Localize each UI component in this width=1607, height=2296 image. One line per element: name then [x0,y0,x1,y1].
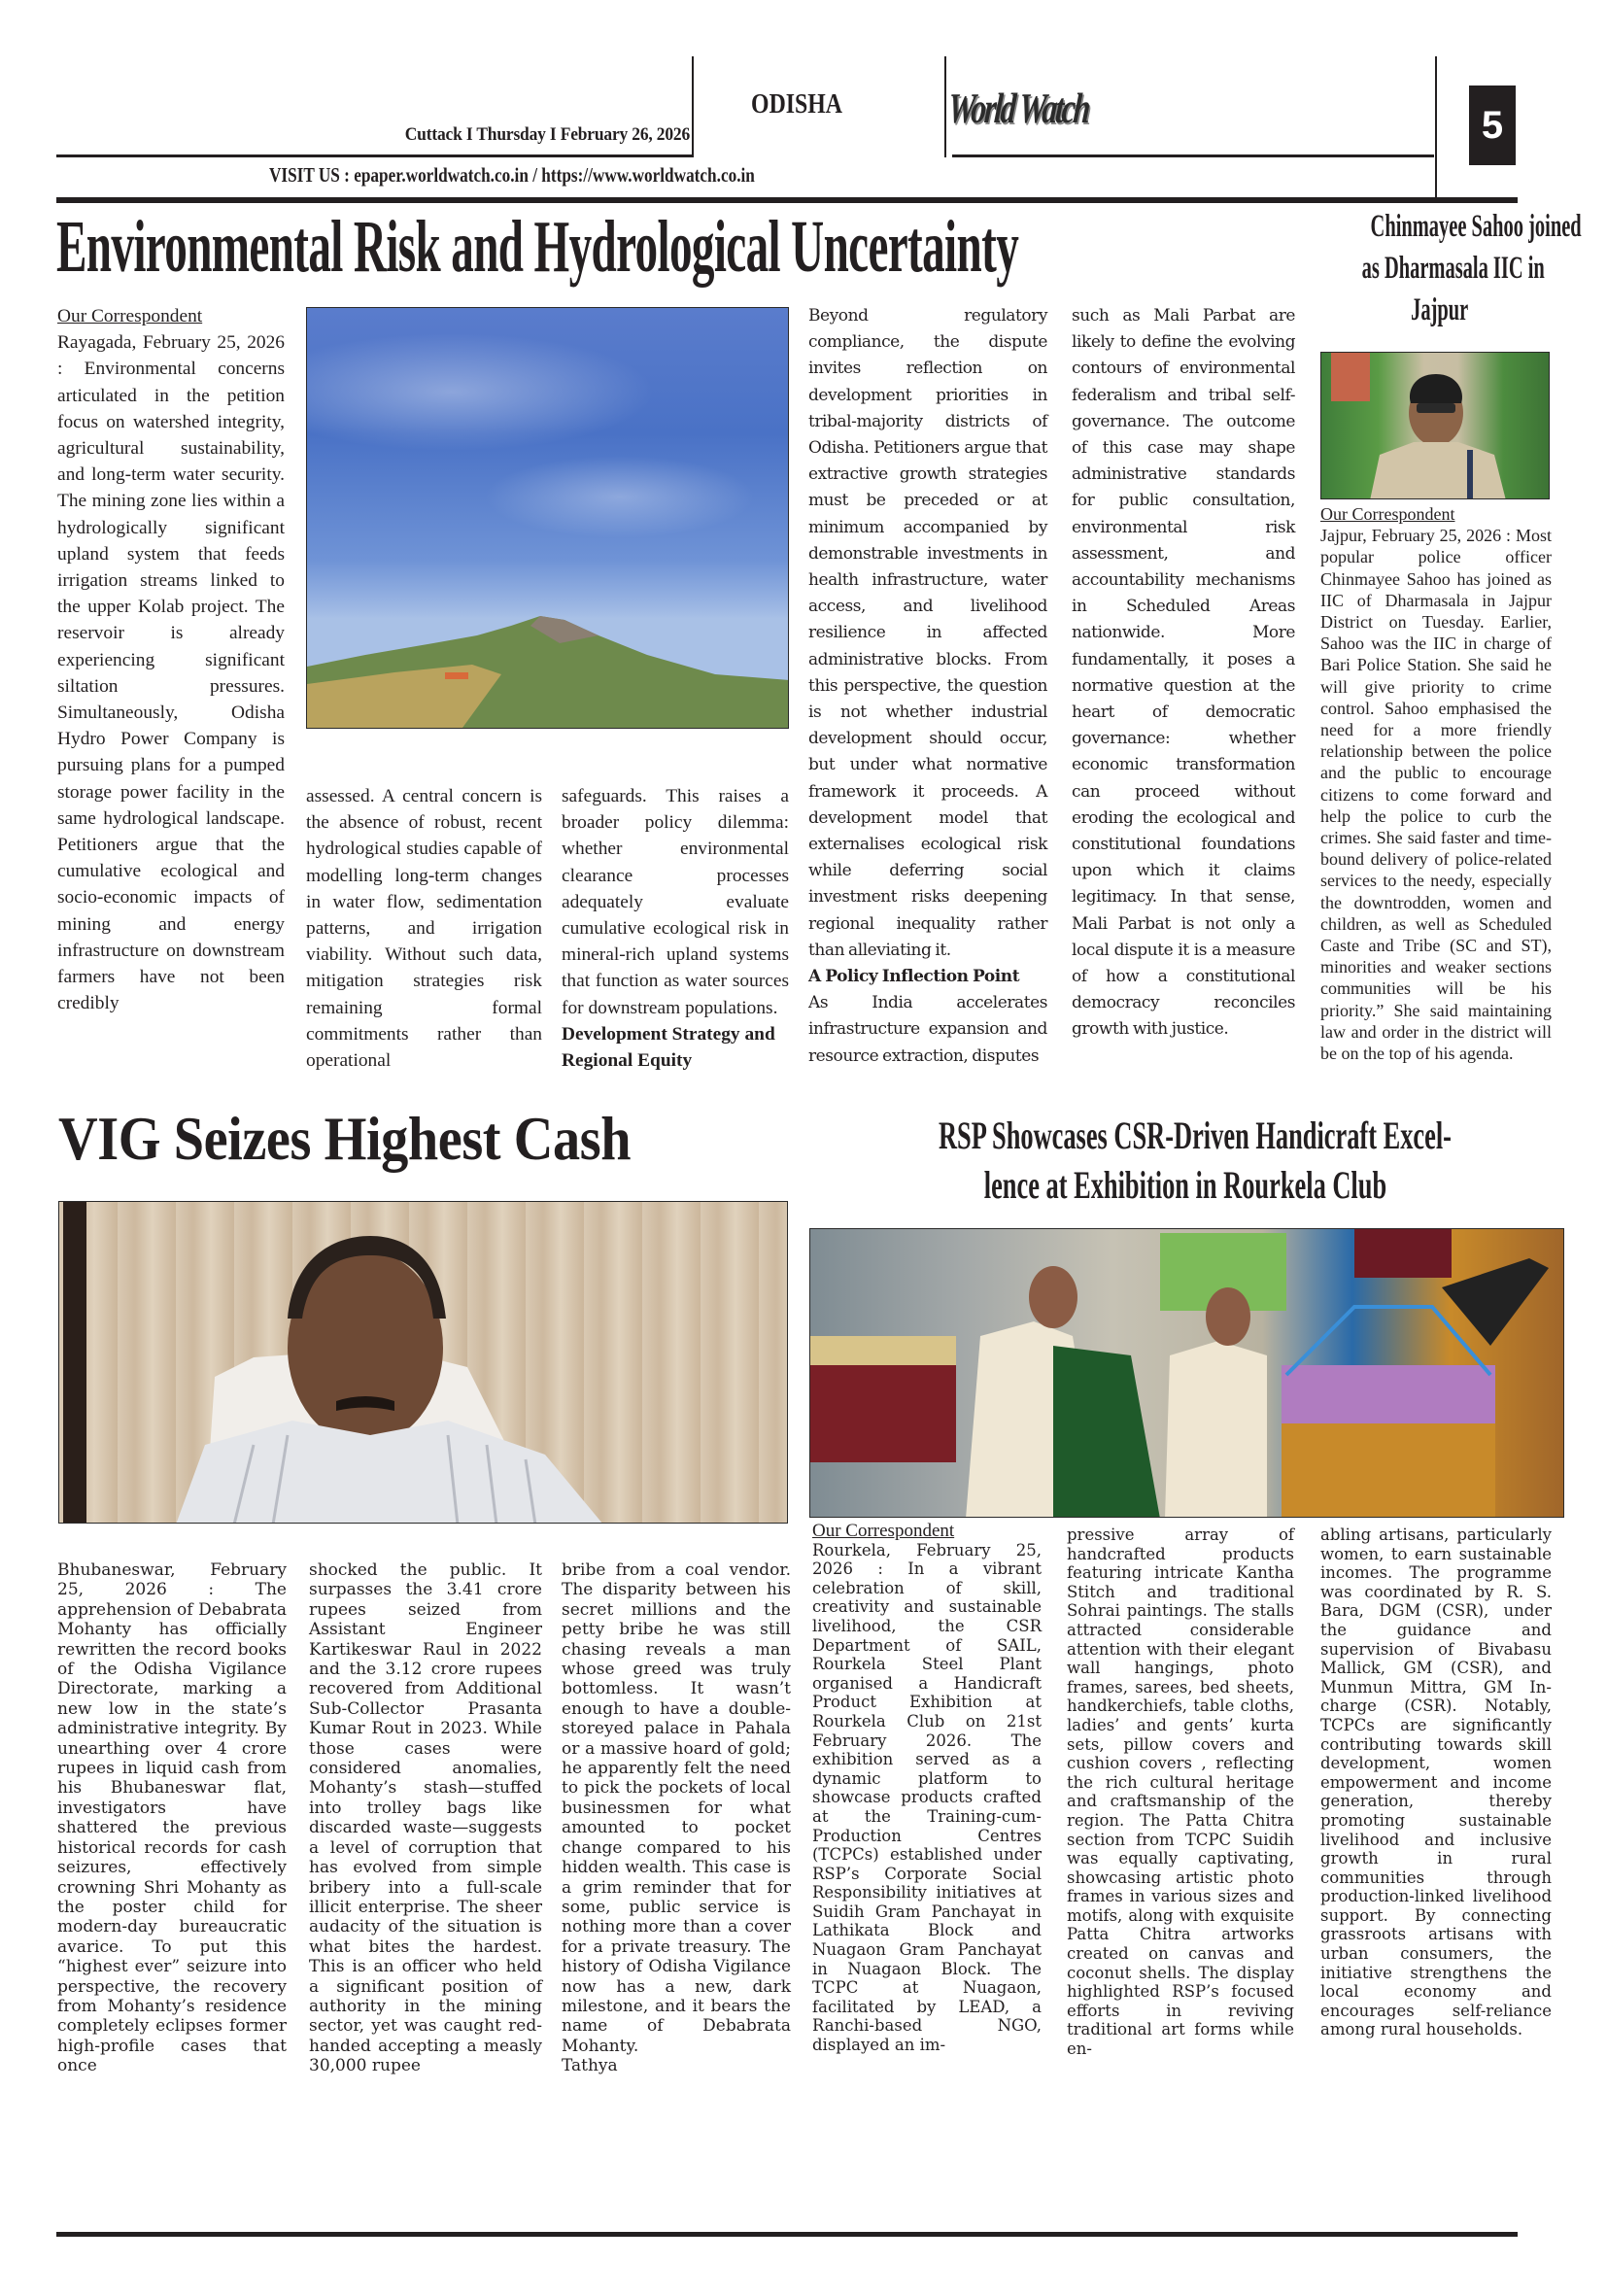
vig-column-2 [309,1560,542,2076]
environment-column-5 [1072,303,1295,1044]
article-text: Rayagada, February 25, 2026 : Environmental concerns articulated in the petition focus on watershed integrity, agricultural sustainability, and long-term water security. The mining zone lies within a hydrologically significant upland system that feeds irrigation streams linked to the upper Kolab project. The reservoir is already experiencing significant siltation pressures. Simultaneously, Odisha Hydro Power Company is pursuing plans for a pumped storage power facility in the same hydrological landscape. Petitioners argue that the cumulative ecological and socio-economic impacts of mining and energy infrastructure on downstream farmers have not been credibly [57,332,285,1014]
byline: Our Correspondent [57,306,203,326]
article-text: pressive array of handcrafted products featuring intricate Kantha Stitch and traditional Sohrai paintings. The stalls attracted considerable attention with their elegant wall hangings, photo frames, sarees, bed sheets, handkerchiefs, table cloths, ladies’ and gents’ kurta sets, pillow covers and cushion covers , reflecting the rich cultural heritage and craftsmanship of the region. The Patta Chitra section from TCPC Suidih was equally captivating, showcasing artistic photo frames in various sizes and motifs, along with exquisite Patta Chitra artworks created on canvas and coconut shells. The display highlighted RSP’s focused efforts in reviving traditional art forms while en- [1067,1525,1294,2059]
article-text: such as Mali Parbat are likely to define the evolving contours of environmental federalism and tribal self-governance. The outcome of this case may shape administrative standards for public consultation, environmental risk assessment, and accountability mechanisms in Scheduled Areas nationwide. More fundamentally, it poses a normative question at the heart of democratic governance: whether economic transformation can proceed without eroding the ecological and constitutional foundations upon which it claims legitimacy. In that sense, Mali Parbat is not only a local dispute it is a measure of how a constitutional democracy reconciles growth with justice. [1072,306,1295,1040]
mountain-silhouette [307,616,789,728]
section-label: ODISHA [751,89,842,120]
headline-line: as Dharmasala IIC in [1361,250,1545,286]
article-text: Bhubaneswar, February 25, 2026 : The apprehension of Debabrata Mohanty has officially rewritten the record books of the Odisha Vigilance Directorate, marking a new low in the state’s administrative integrity. By unearthing over 4 crore rupees in liquid cash from his Bhubaneswar flat, investigators have shattered the previous historical records for cash seizures, effectively crowning Shri Mohanty as the poster child for modern-day bureaucratic avarice. To put this “highest ever” seizure into perspective, the recovery from Mohanty’s residence completely eclipses former high-profile cases that once [57,1560,287,2076]
masthead-rule-right [952,154,1434,157]
article-text: Rourkela, February 25, 2026 : In a vibrant celebration of skill, creativity and sustainable livelihood, the CSR Department of SAIL, Rourkela Steel Plant organised a Handicraft Product Exhibition at Rourkela Club on 21st February 2026. The exhibition served as a dynamic platform to showcase products crafted at the Training-cum-Production Centres (TCPCs) established under RSP’s Corporate Social Responsibility initiatives at Suidih Gram Panchayat in Lathikata Block and Nuagaon Gram Panchayat in Nuagaon Block. The TCPC at Nuagaon, facilitated by LEAD, a Ranchi-based NGO, displayed an im- [812,1540,1042,2055]
article-text: Beyond regulatory compliance, the dispute invites reflection on development priorities in tribal-majority districts of Odisha. Petitioners argue that extractive growth strategies must be preceded or at minimum accompanied by demonstrable investments in health infrastructure, water access, and livelihood resilience in affected administrative blocks. From this perspective, the question is not whether industrial development should occur, but under what normative framework it proceeds. A development model that externalises ecological risk while deferring social investment risks deepening regional inequality rather than alleviating it. [808,306,1047,960]
headline-sahoo [1306,206,1582,331]
exhibition-scene [810,1229,1564,1518]
logo-text: World Watch [946,85,1091,132]
article-text: safeguards. This raises a broader policy dilemma: whether environmental clearance processes adequately evaluate cumulative ecological risk in mineral-rich upland systems that function as water sources for downstream populations. [562,786,789,1018]
article-text: shocked the public. It surpasses the 3.41 crore rupees seized from Assistant Engineer Kartikeswar Raul in 2022 and the 3.12 crore rupees recovered from Additional Sub-Collector Prasanta Kumar Rout in 2023. While those cases were considered anomalies, Mohanty’s stash—stuffed into trolley bags like discarded waste—suggests a level of corruption that has evolved from simple bribery into a full-scale illicit enterprise. The sheer audacity of the situation is what bites the hardest. This is an officer who held a significant position of authority in the mining sector, yet was caught red-handed accepting a measly 30,000 rupee [309,1560,542,2076]
mohanty-photo [58,1201,788,1524]
masthead-bottom-rule [56,197,1518,203]
masthead-divider [1435,56,1437,198]
exhibition-photo [809,1228,1564,1518]
headline-rsp [806,1112,1564,1211]
vig-column-1 [57,1560,287,2076]
environment-column-3 [562,783,789,1074]
rsp-column-1 [812,1522,1042,2055]
environment-column-1 [57,303,285,1016]
headline-line: RSP Showcases CSR-Driven Handicraft Excel- [938,1114,1452,1157]
masthead-divider [944,56,946,157]
article-text: Jajpur, February 25, 2026 : Most popular police officer Chinmayee Sahoo has joined as IIC of Dharmasala in Jajpur District on Tuesday. Earlier, Sahoo was the IIC in charge of Bari Police Station. She said he will give priority to crime control. Sahoo emphasised the need for a more friendly relationship between the police and the public to encourage citizens to come forward and help the police to curb the crimes. She said faster and time-bound delivery of police-related services to the needy, especially the downtrodden, women and children, as well as Scheduled Caste and Tribe (SC and ST), minorities and weaker sections communities will be his priority.” She said maintaining law and order in the district will be on the top of his agenda. [1320,526,1552,1064]
masthead-rule-left [56,154,692,157]
officer-figure [1321,353,1550,499]
subheading: Development Strategy and Regional Equity [562,1023,775,1072]
headline-line: Jajpur [1411,291,1469,327]
world-watch-logo [948,84,1133,154]
headline-line: Chinmayee Sahoo joined [1370,209,1582,244]
visit-us-line: VISIT US : epaper.worldwatch.co.in / https://www.worldwatch.co.in [268,163,755,187]
credit-line: Tathya [562,2056,618,2076]
article-text: assessed. A central concern is the absence of robust, recent hydrological studies capable of modelling long-term changes in water flow, sedimentation patterns, and irrigation viability. Without such data, mitigation strategies risk remaining formal commitments rather than operational [306,786,542,1072]
vig-column-3 [562,1560,791,2076]
environment-column-2 [306,783,542,1074]
sahoo-article-body [1320,503,1552,1064]
page-number-badge: 5 [1469,86,1516,165]
dateline: Cuttack I Thursday I February 26, 2026 [404,124,690,145]
article-text: bribe from a coal vendor. The disparity between his secret millions and the petty bribe he was still chasing reveals a man whose greed was truly bottomless. It wasn’t enough to have a double-storeyed palace in Pahala or a massive hoard of gold; he apparently felt the need to pick the pockets of local businessmen for what amounted to pocket change compared to his hidden wealth. This case is a grim reminder that for some, public service is nothing more than a cover for a private treasury. The history of Odisha Vigilance now has a new, dark milestone, and it bears the name of Debabrata Mohanty. [562,1560,791,2056]
byline: Our Correspondent [812,1521,955,1541]
article-text: abling artisans, particularly women, to earn sustainable incomes. The programme was coordinated by R. S. Bara, DGM (CSR), under the guidance and supervision of Bivabasu Mallick, GM (CSR), and Munmun Mittra, GM In-charge (CSR). Notably, TCPCs are significantly contributing towards skill development, women empowerment and income generation, thereby promoting sustainable livelihood and inclusive growth in rural communities through production-linked livelihood support. By connecting grassroots artisans with urban consumers, the initiative strengthens the local economy and encourages self-reliance among rural households. [1320,1525,1552,2039]
environment-column-4 [808,303,1047,1070]
headline-environment: Environmental Risk and Hydrological Uncertainty [56,206,1019,288]
masthead-divider [692,56,694,157]
rsp-column-3 [1320,1525,1552,2039]
portrait-figure [59,1202,788,1524]
subheading: A Policy Inflection Point [808,967,1020,987]
headline-vig: VIG Seizes Highest Cash [58,1104,632,1173]
article-text: As India accelerates infrastructure expansion and resource extraction, disputes [808,993,1047,1066]
mountain-photo [306,307,789,729]
page-bottom-rule [56,2232,1518,2237]
byline: Our Correspondent [1320,504,1455,524]
headline-line: lence at Exhibition in Rourkela Club [983,1162,1387,1207]
sahoo-photo [1320,352,1550,499]
rsp-column-2 [1067,1525,1294,2059]
